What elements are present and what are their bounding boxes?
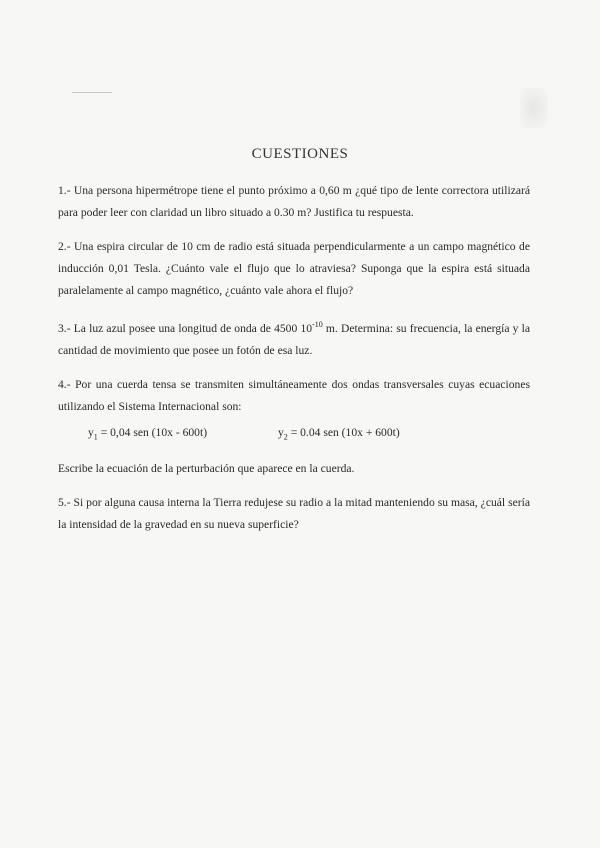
question-3-text-before: 3.- La luz azul posee una longitud de onda de 4500 10 [58, 321, 313, 335]
equation-y1-expr: = 0,04 sen (10x - 600t) [97, 425, 208, 439]
equation-y2-expr: = 0.04 sen (10x + 600t) [287, 425, 400, 439]
question-2: 2.- Una espira circular de 10 cm de radio está situada perpendicularmente a un campo magnético de inducción 0,01 Tesla. ¿Cuánto vale el flujo que lo atraviesa? Suponga que la espira está situada paralelamente al campo magnético, ¿cuánto vale ahora el flujo? [58, 240, 530, 297]
question-3-exponent: -10 [312, 320, 323, 329]
question-3 [58, 314, 530, 362]
equation-y1-sub: 1 [93, 432, 98, 442]
equation-y2-sub: 2 [283, 432, 288, 442]
scan-artifact-line [72, 92, 112, 93]
question-1: 1.- Una persona hipermétrope tiene el punto próximo a 0,60 m ¿qué tipo de lente correctora utilizará para poder leer con claridad un libro situado a 0.30 m? Justifica tu respuesta. [58, 184, 530, 219]
question-3-text-after: m. Determina: su frecuencia, la energía y la cantidad de movimiento que posee un fotón de esa luz. [58, 321, 530, 357]
questions-list [58, 180, 530, 548]
page-title: CUESTIONES [251, 146, 349, 162]
equation-y2 [278, 422, 468, 448]
wave-equations [58, 422, 530, 448]
equation-y1-var: y [88, 425, 94, 439]
question-4-outro: Escribe la ecuación de la perturbación que aparece en la cuerda. [58, 462, 355, 476]
question-4-intro: 4.- Por una cuerda tensa se transmiten simultáneamente dos ondas transversales cuyas ecuaciones utilizando el Sistema Internacional son: [58, 377, 530, 413]
scan-artifact-smudge [520, 88, 548, 128]
equation-y2-var: y [278, 425, 284, 439]
equation-y1 [88, 422, 278, 448]
question-5: 5.- Si por alguna causa interna la Tierra redujese su radio a la mitad manteniendo su masa, ¿cuál sería la intensidad de la gravedad en su nueva superficie? [58, 496, 530, 532]
